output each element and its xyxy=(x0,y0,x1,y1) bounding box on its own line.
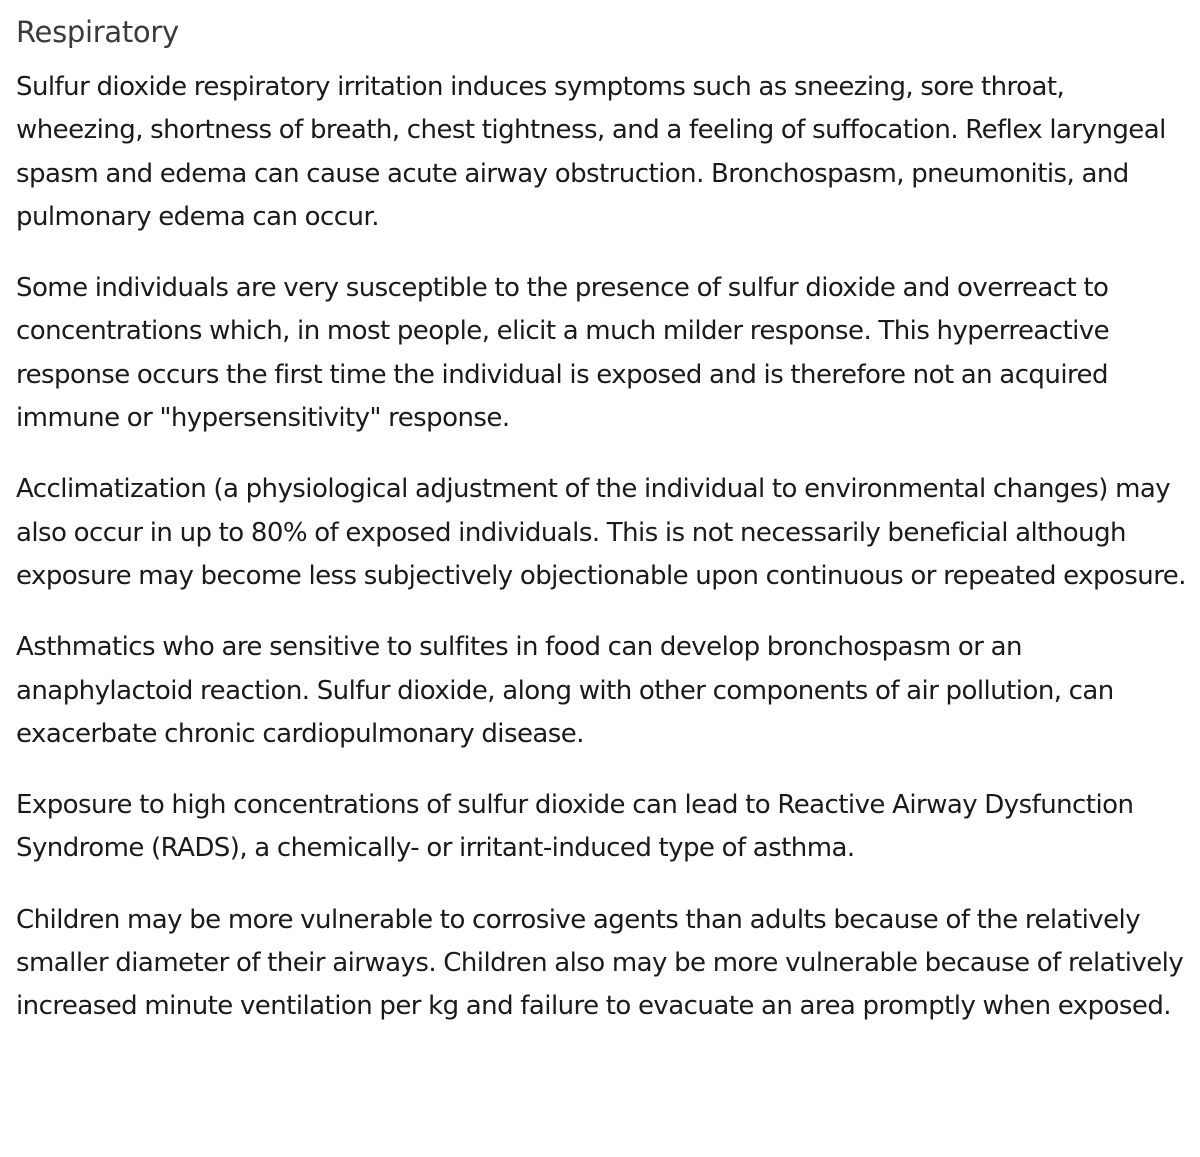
paragraph-acclimatization: Acclimatization (a physiological adjustment of the individual to environmental changes) may also occur in up to 80% of exposed individuals. This is not necessarily beneficial although exposure may become less subjectively objectionable upon continuous or repeated exposure. xyxy=(16,474,1186,591)
section-heading: Respiratory xyxy=(16,15,179,49)
paragraph-hyperreactive-response: Some individuals are very susceptible to the presence of sulfur dioxide and overreact to concentrations which, in most people, elicit a much milder response. This hyperreactive response occurs the first time the individual is exposed and is therefore not an acquired immune or "hypersensitivity" response. xyxy=(16,273,1110,434)
paragraph-asthmatics: Asthmatics who are sensitive to sulfites in food can develop bronchospasm or an anaphylactoid reaction. Sulfur dioxide, along with other components of air pollution, can exacerbate chronic cardiopulmonary disease. xyxy=(16,632,1114,749)
paragraph-irritation-symptoms: Sulfur dioxide respiratory irritation induces symptoms such as sneezing, sore throat, wheezing, shortness of breath, chest tightness, and a feeling of suffocation. Reflex laryngeal spasm and edema can cause acute airway obstruction. Bronchospasm, pneumonitis, and pulmonary edema can occur. xyxy=(16,72,1166,232)
paragraph-rads: Exposure to high concentrations of sulfur dioxide can lead to Reactive Airway Dysfunction Syndrome (RADS), a chemically- or irritant-induced type of asthma. xyxy=(16,790,1134,864)
paragraph-children: Children may be more vulnerable to corrosive agents than adults because of the relatively smaller diameter of their airways. Children also may be more vulnerable because of relatively increased minute ventilation per kg and failure to evacuate an area promptly when exposed. xyxy=(16,904,1184,1022)
respiratory-section xyxy=(16,10,1192,1057)
